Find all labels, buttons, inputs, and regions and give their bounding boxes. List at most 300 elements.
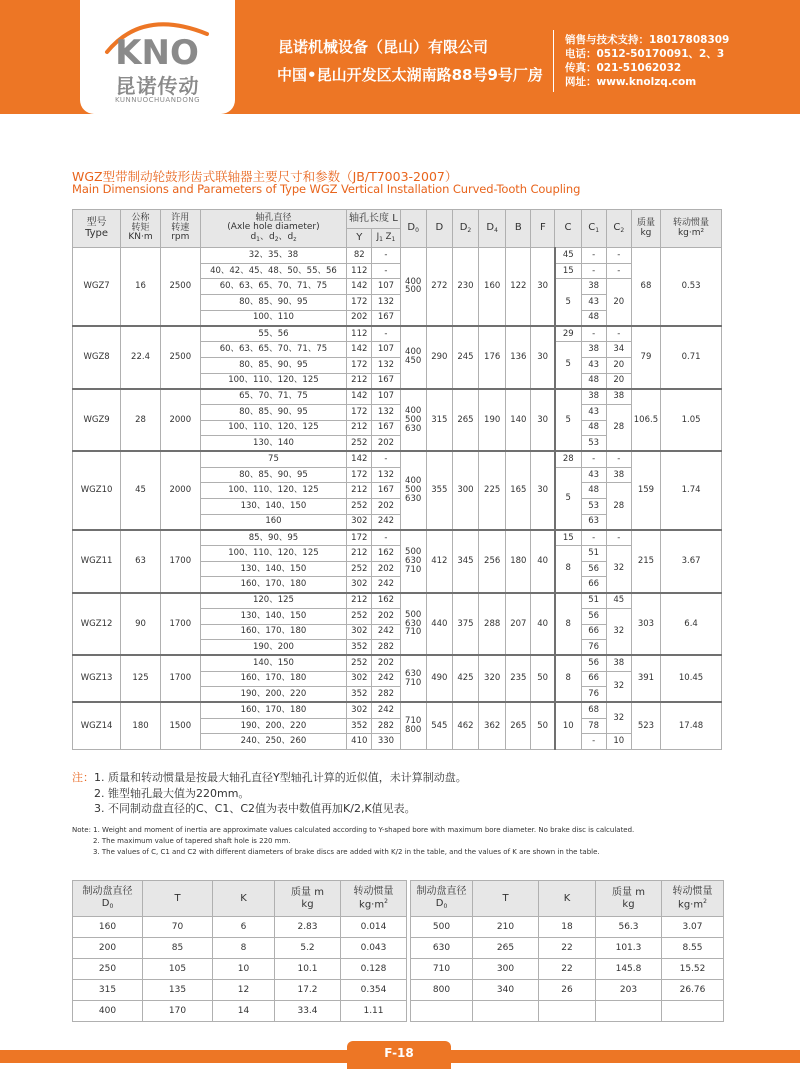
disc-cell: 160 <box>73 917 143 938</box>
speed-cell: 1700 <box>160 530 200 593</box>
table-title-chinese: WGZ型带制动轮鼓形齿式联轴器主要尺寸和参数（JB/T7003-2007） <box>72 169 458 184</box>
length-y-cell: 112 <box>347 326 372 342</box>
d4-cell: 160 <box>479 248 506 326</box>
c1-cell: 66 <box>581 624 606 640</box>
c2-cell: 38 <box>606 467 631 483</box>
disc-cell: 33.4 <box>275 1001 341 1022</box>
b-cell: 140 <box>506 389 531 452</box>
disc-cell: 145.8 <box>596 959 662 980</box>
c1-cell: 53 <box>581 499 606 515</box>
c-cell: 15 <box>555 263 581 279</box>
bore-cell: 130、140 <box>200 436 347 452</box>
disc-cell: 22 <box>539 959 596 980</box>
mass-cell: 391 <box>631 655 660 702</box>
brake-disc-table-right <box>410 880 724 1022</box>
d0-value: 500 <box>405 546 422 557</box>
length-y-cell: 142 <box>347 342 372 358</box>
model-cell: WGZ12 <box>73 593 121 656</box>
logo <box>80 0 235 114</box>
length-y-cell: 410 <box>347 734 372 750</box>
bore-cell: 80、85、90、95 <box>200 357 347 373</box>
c2-cell: - <box>606 530 631 546</box>
b-cell: 122 <box>506 248 531 326</box>
inertia-cell: 6.4 <box>661 593 722 656</box>
length-y-cell: 212 <box>347 593 372 609</box>
c2-cell: 38 <box>606 389 631 405</box>
c-cell: 5 <box>555 467 581 530</box>
empty-row <box>411 1001 724 1022</box>
f-cell: 50 <box>531 702 555 749</box>
length-y-cell: 142 <box>347 279 372 295</box>
disc-cell: 265 <box>473 938 539 959</box>
length-y-cell: 212 <box>347 373 372 389</box>
table-row <box>73 959 407 980</box>
c1-cell: 38 <box>581 389 606 405</box>
c-cell: 29 <box>555 326 581 342</box>
mass-cell: 106.5 <box>631 389 660 452</box>
header-type: 型号 Type <box>73 210 121 248</box>
mass-cell: 159 <box>631 451 660 529</box>
d4-cell: 190 <box>479 389 506 452</box>
c-cell: 28 <box>555 451 581 467</box>
d-cell: 315 <box>426 389 452 452</box>
c1-cell: 68 <box>581 702 606 718</box>
table-row <box>73 1001 407 1022</box>
length-j1z1-cell: 162 <box>372 593 400 609</box>
table-row <box>411 959 724 980</box>
c-cell: 45 <box>555 248 581 264</box>
length-y-cell: 252 <box>347 608 372 624</box>
disc-cell: 3.07 <box>662 917 724 938</box>
d-cell: 412 <box>426 530 452 593</box>
length-j1z1-cell: 242 <box>372 671 400 687</box>
d0-cell <box>400 530 426 593</box>
header-band <box>0 0 800 114</box>
d2-cell: 265 <box>452 389 478 452</box>
length-j1z1-cell: 107 <box>372 342 400 358</box>
d2-cell: 425 <box>452 655 478 702</box>
table-row <box>411 938 724 959</box>
bore-cell: 60、63、65、70、71、75 <box>200 342 347 358</box>
speed-cell: 1500 <box>160 702 200 749</box>
c1-cell: 63 <box>581 514 606 530</box>
table-row <box>411 980 724 1001</box>
disc-cell: 800 <box>411 980 473 1001</box>
length-j1z1-cell: 167 <box>372 420 400 436</box>
d0-value: 710 <box>405 564 422 575</box>
table-row <box>411 917 724 938</box>
d0-cell <box>400 248 426 326</box>
speed-cell: 2500 <box>160 248 200 326</box>
disc-cell: 85 <box>143 938 213 959</box>
note-cn-3: 3. 不同制动盘直径的C、C1、C2值为表中数值再加K/2,K值见表。 <box>94 802 416 815</box>
speed-cell: 2000 <box>160 451 200 529</box>
d0-value: 400 <box>405 347 422 358</box>
length-y-cell: 172 <box>347 467 372 483</box>
length-y-cell: 142 <box>347 389 372 405</box>
disc-cell: 10.1 <box>275 959 341 980</box>
length-y-cell: 202 <box>347 310 372 326</box>
c2-cell: 32 <box>606 546 631 593</box>
mass-cell: 68 <box>631 248 660 326</box>
length-y-cell: 212 <box>347 546 372 562</box>
d2-cell: 245 <box>452 326 478 389</box>
disc-cell: 8 <box>213 938 275 959</box>
length-y-cell: 302 <box>347 577 372 593</box>
length-j1z1-cell: - <box>372 530 400 546</box>
b-cell: 265 <box>506 702 531 749</box>
c-cell: 8 <box>555 546 581 593</box>
length-j1z1-cell: 330 <box>372 734 400 750</box>
inertia-cell: 3.67 <box>661 530 722 593</box>
d4-cell: 320 <box>479 655 506 702</box>
c2-cell: - <box>606 326 631 342</box>
d0-value: 400 <box>405 276 422 287</box>
model-cell: WGZ10 <box>73 451 121 529</box>
inertia-cell: 0.71 <box>661 326 722 389</box>
torque-cell: 16 <box>121 248 161 326</box>
disc-cell: 26.76 <box>662 980 724 1001</box>
c2-cell: 45 <box>606 593 631 609</box>
c-cell: 5 <box>555 279 581 326</box>
bore-cell: 32、35、38 <box>200 248 347 264</box>
contact-fax: 传真：021-51062032 <box>565 62 682 74</box>
header-c: C <box>555 210 581 248</box>
c-cell: 10 <box>555 702 581 749</box>
notes-chinese <box>72 770 467 817</box>
speed-cell: 2000 <box>160 389 200 452</box>
mass-cell: 523 <box>631 702 660 749</box>
c1-cell: - <box>581 530 606 546</box>
kno-logo-icon <box>103 12 211 72</box>
c1-cell: 51 <box>581 546 606 562</box>
d-cell: 440 <box>426 593 452 656</box>
length-y-cell: 82 <box>347 248 372 264</box>
disc-cell: 14 <box>213 1001 275 1022</box>
length-y-cell: 352 <box>347 687 372 703</box>
empty-cell <box>596 1001 662 1022</box>
c2-cell: 20 <box>606 357 631 373</box>
contact-website[interactable]: 网址：www.knolzq.com <box>565 76 697 88</box>
empty-cell <box>411 1001 473 1022</box>
bore-cell: 130、140、150 <box>200 561 347 577</box>
disc-cell: 200 <box>73 938 143 959</box>
d0-cell <box>400 451 426 529</box>
header-length: 轴孔长度 L <box>347 210 400 229</box>
disc-cell: 315 <box>73 980 143 1001</box>
d4-cell: 362 <box>479 702 506 749</box>
length-y-cell: 172 <box>347 357 372 373</box>
length-j1z1-cell: 282 <box>372 687 400 703</box>
length-y-cell: 112 <box>347 263 372 279</box>
disc-cell: 500 <box>411 917 473 938</box>
bore-cell: 140、150 <box>200 655 347 671</box>
length-j1z1-cell: 282 <box>372 718 400 734</box>
bore-cell: 190、200、220 <box>200 718 347 734</box>
table-row <box>73 389 722 405</box>
table-body <box>73 248 722 750</box>
d0-cell <box>400 593 426 656</box>
c1-cell: 43 <box>581 404 606 420</box>
bore-cell: 75 <box>200 451 347 467</box>
c1-cell: 78 <box>581 718 606 734</box>
model-cell: WGZ11 <box>73 530 121 593</box>
length-y-cell: 142 <box>347 451 372 467</box>
header-bore: 轴孔直径 (Axle hole diameter) $d_1$、$d_2$、$d_z$ <box>200 210 347 248</box>
length-j1z1-cell: 242 <box>372 702 400 718</box>
d2-cell: 462 <box>452 702 478 749</box>
torque-cell: 125 <box>121 655 161 702</box>
c1-cell: 76 <box>581 687 606 703</box>
bore-cell: 100、110、120、125 <box>200 420 347 436</box>
b-cell: 136 <box>506 326 531 389</box>
header-d0: $D_0$ <box>400 210 426 248</box>
d0-value: 500 <box>405 609 422 620</box>
model-cell: WGZ14 <box>73 702 121 749</box>
coupling-dimensions-table <box>72 209 722 750</box>
d0-value: 630 <box>405 668 422 679</box>
disc-cell: 22 <box>539 938 596 959</box>
header-c1: $C_1$ <box>581 210 606 248</box>
length-j1z1-cell: 167 <box>372 483 400 499</box>
c1-cell: 76 <box>581 640 606 656</box>
disc-cell: 630 <box>411 938 473 959</box>
d2-cell: 375 <box>452 593 478 656</box>
disc-header-mass: 质量 m kg <box>275 881 341 917</box>
disc-left-body <box>73 917 407 1022</box>
model-cell: WGZ8 <box>73 326 121 389</box>
length-y-cell: 172 <box>347 295 372 311</box>
disc-right-body <box>411 917 724 1022</box>
model-cell: WGZ9 <box>73 389 121 452</box>
c1-cell: 48 <box>581 373 606 389</box>
length-y-cell: 302 <box>347 624 372 640</box>
length-y-cell: 302 <box>347 514 372 530</box>
bore-cell: 80、85、90、95 <box>200 467 347 483</box>
bore-cell: 100、110 <box>200 310 347 326</box>
disc-cell: 203 <box>596 980 662 1001</box>
bore-cell: 130、140、150 <box>200 499 347 515</box>
disc-header-t: T <box>143 881 213 917</box>
table-row <box>73 917 407 938</box>
length-j1z1-cell: 132 <box>372 295 400 311</box>
c2-cell: - <box>606 451 631 467</box>
b-cell: 207 <box>506 593 531 656</box>
d0-value: 630 <box>405 423 422 434</box>
d0-cell <box>400 655 426 702</box>
d0-cell <box>400 326 426 389</box>
d4-cell: 225 <box>479 451 506 529</box>
d0-value: 800 <box>405 725 422 736</box>
length-y-cell: 252 <box>347 655 372 671</box>
c2-cell: - <box>606 248 631 264</box>
c1-cell: 56 <box>581 608 606 624</box>
length-j1z1-cell: - <box>372 263 400 279</box>
c1-cell: 43 <box>581 357 606 373</box>
d0-value: 630 <box>405 494 422 505</box>
header-divider <box>553 30 554 92</box>
empty-cell <box>473 1001 539 1022</box>
c1-cell: - <box>581 451 606 467</box>
disc-header-d0: 制动盘直径 $D_0$ <box>73 881 143 917</box>
length-j1z1-cell: 282 <box>372 640 400 656</box>
company-address: 中国•昆山开发区太湖南路88号9号厂房 <box>277 66 543 84</box>
table-row <box>73 593 722 609</box>
c1-cell: 38 <box>581 279 606 295</box>
inertia-cell: 1.74 <box>661 451 722 529</box>
inertia-cell: 10.45 <box>661 655 722 702</box>
bore-cell: 60、63、65、70、71、75 <box>200 279 347 295</box>
c2-cell: 32 <box>606 671 631 702</box>
c1-cell: 43 <box>581 295 606 311</box>
c1-cell: 56 <box>581 655 606 671</box>
length-j1z1-cell: 167 <box>372 373 400 389</box>
bore-cell: 120、125 <box>200 593 347 609</box>
notes-english <box>72 825 634 858</box>
c2-cell: 32 <box>606 702 631 733</box>
brake-disc-table-left <box>72 880 407 1022</box>
note-en-2: 2. The maximum value of tapered shaft hole is 220 mm. <box>93 837 291 845</box>
header-speed: 许用 转速 rpm <box>160 210 200 248</box>
c2-cell: 34 <box>606 342 631 358</box>
d0-cell <box>400 702 426 749</box>
length-j1z1-cell: 107 <box>372 389 400 405</box>
torque-cell: 180 <box>121 702 161 749</box>
d-cell: 290 <box>426 326 452 389</box>
disc-cell: 0.014 <box>341 917 407 938</box>
disc-cell: 0.043 <box>341 938 407 959</box>
length-j1z1-cell: 107 <box>372 279 400 295</box>
disc-cell: 0.354 <box>341 980 407 1001</box>
header-b: B <box>506 210 531 248</box>
torque-cell: 22.4 <box>121 326 161 389</box>
d0-value: 450 <box>405 356 422 367</box>
mass-cell: 79 <box>631 326 660 389</box>
bore-cell: 190、200、220 <box>200 687 347 703</box>
model-cell: WGZ13 <box>73 655 121 702</box>
note-en-1: Note: 1. Weight and moment of inertia are approximate values calculated according to Y-shaped bore with maximum bore diameter. No brake disc is calculated. <box>72 826 635 834</box>
inertia-cell: 0.53 <box>661 248 722 326</box>
f-cell: 40 <box>531 530 555 593</box>
logo-english-name: KUNNUOCHUANDONG <box>115 96 200 104</box>
contact-sales: 销售与技术支持：18017808309 <box>565 34 730 46</box>
note-cn-1: 注：1. 质量和转动惯量是按最大轴孔直径Y型轴孔计算的近似值，未计算制动盘。 <box>72 771 467 784</box>
logo-chinese-name: 昆诺传动 <box>115 74 200 98</box>
page-number: F-18 <box>384 1046 414 1060</box>
disc-cell: 26 <box>539 980 596 1001</box>
header-inertia: 转动惯量 kg·m² <box>661 210 722 248</box>
speed-cell: 1700 <box>160 655 200 702</box>
c2-cell: 28 <box>606 483 631 530</box>
disc-header-inertia: 转动惯量 $kg\cdot m^2$ <box>341 881 407 917</box>
c1-cell: - <box>581 734 606 750</box>
disc-cell: 12 <box>213 980 275 1001</box>
length-j1z1-cell: 132 <box>372 404 400 420</box>
length-y-cell: 212 <box>347 420 372 436</box>
c1-cell: 48 <box>581 483 606 499</box>
c1-cell: 66 <box>581 671 606 687</box>
c-cell: 5 <box>555 342 581 389</box>
torque-cell: 45 <box>121 451 161 529</box>
table-row <box>73 938 407 959</box>
d0-cell <box>400 389 426 452</box>
d-cell: 545 <box>426 702 452 749</box>
header-y: Y <box>347 229 372 248</box>
f-cell: 30 <box>531 326 555 389</box>
bore-cell: 40、42、45、48、50、55、56 <box>200 263 347 279</box>
disc-cell: 135 <box>143 980 213 1001</box>
length-y-cell: 252 <box>347 499 372 515</box>
bore-cell: 65、70、71、75 <box>200 389 347 405</box>
disc-header-inertia: 转动惯量 $kg\cdot m^2$ <box>662 881 724 917</box>
disc-cell: 210 <box>473 917 539 938</box>
length-y-cell: 252 <box>347 561 372 577</box>
speed-cell: 1700 <box>160 593 200 656</box>
table-row <box>73 530 722 546</box>
bore-cell: 160、170、180 <box>200 702 347 718</box>
length-j1z1-cell: 242 <box>372 514 400 530</box>
c1-cell: 48 <box>581 420 606 436</box>
length-j1z1-cell: 242 <box>372 624 400 640</box>
length-j1z1-cell: 202 <box>372 561 400 577</box>
note-cn-2: 2. 锥型轴孔最大值为220mm。 <box>94 786 250 800</box>
f-cell: 50 <box>531 655 555 702</box>
bore-cell: 130、140、150 <box>200 608 347 624</box>
c2-cell: 28 <box>606 404 631 451</box>
length-j1z1-cell: 242 <box>372 577 400 593</box>
header-d2: $D_2$ <box>452 210 478 248</box>
header-j1z1: $J_1$ $Z_1$ <box>372 229 400 248</box>
b-cell: 235 <box>506 655 531 702</box>
length-y-cell: 302 <box>347 671 372 687</box>
torque-cell: 63 <box>121 530 161 593</box>
table-row <box>73 451 722 467</box>
c-cell: 15 <box>555 530 581 546</box>
d0-value: 710 <box>405 677 422 688</box>
table-title-english: Main Dimensions and Parameters of Type WGZ Vertical Installation Curved-Tooth Coupling <box>72 182 581 196</box>
f-cell: 30 <box>531 248 555 326</box>
table-row <box>73 326 722 342</box>
length-y-cell: 302 <box>347 702 372 718</box>
disc-cell: 101.3 <box>596 938 662 959</box>
disc-cell: 105 <box>143 959 213 980</box>
d0-value: 630 <box>405 555 422 566</box>
c1-cell: - <box>581 248 606 264</box>
d0-value: 400 <box>405 405 422 416</box>
table-row <box>73 655 722 671</box>
length-j1z1-cell: 202 <box>372 499 400 515</box>
length-j1z1-cell: 132 <box>372 357 400 373</box>
company-name: 昆诺机械设备（昆山）有限公司 <box>278 38 489 56</box>
length-y-cell: 352 <box>347 640 372 656</box>
c2-cell: 32 <box>606 608 631 655</box>
c1-cell: 53 <box>581 436 606 452</box>
c1-cell: 48 <box>581 310 606 326</box>
length-j1z1-cell: 202 <box>372 655 400 671</box>
d0-value: 710 <box>405 627 422 638</box>
c-cell: 5 <box>555 389 581 452</box>
table-row <box>73 980 407 1001</box>
bore-cell: 100、110、120、125 <box>200 546 347 562</box>
d0-value: 500 <box>405 485 422 496</box>
disc-cell: 300 <box>473 959 539 980</box>
header-torque: 公称 转矩 KN·m <box>121 210 161 248</box>
d-cell: 355 <box>426 451 452 529</box>
disc-header-t: T <box>473 881 539 917</box>
disc-cell: 70 <box>143 917 213 938</box>
disc-cell: 6 <box>213 917 275 938</box>
f-cell: 30 <box>531 389 555 452</box>
